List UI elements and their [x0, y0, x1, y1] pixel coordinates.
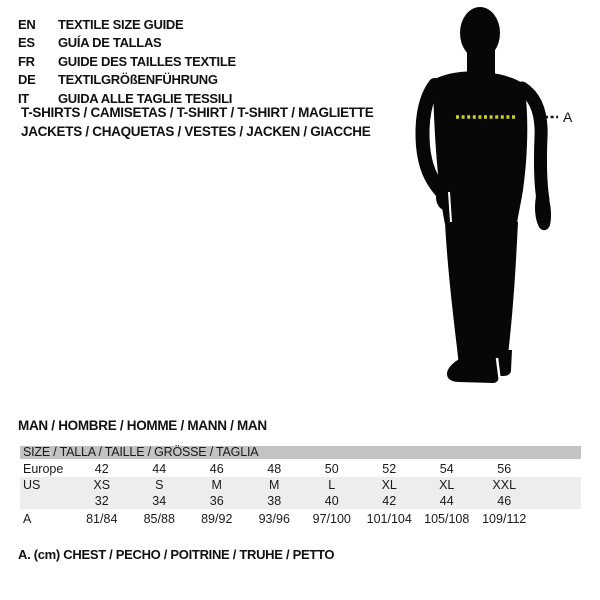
language-row: [18, 15, 236, 34]
size-table-header: SIZE / TALLA / TAILLE / GRÖSSE / TAGLIA: [20, 446, 581, 459]
language-label: GUIDA ALLE TAGLIE TESSILI: [58, 90, 233, 106]
size-cell: 44: [439, 494, 454, 508]
size-cell: 109/112: [482, 512, 527, 526]
size-cell: 42: [382, 494, 397, 508]
size-cell: M: [269, 478, 280, 492]
size-row-chest-cm: [20, 511, 581, 527]
category-line-tshirts: T-SHIRTS / CAMISETAS / T-SHIRT / T-SHIRT / MAGLIETTE: [21, 105, 374, 120]
size-cell: M: [211, 478, 222, 492]
measurement-label: A: [563, 109, 573, 125]
size-cell: XL: [381, 478, 397, 492]
size-cell: 48: [267, 462, 282, 476]
size-row-europe: [20, 461, 581, 477]
silhouette-neck: [467, 44, 495, 74]
silhouette-back-foot: [499, 350, 512, 376]
language-row: [18, 52, 236, 71]
size-cell: 101/104: [366, 512, 412, 526]
category-line-jackets: JACKETS / CHAQUETAS / VESTES / JACKEN / GIACCHE: [21, 124, 371, 139]
man-silhouette-svg: [395, 0, 600, 400]
man-figure: [395, 0, 600, 400]
size-cell: 54: [439, 462, 454, 476]
size-cell: 40: [324, 494, 339, 508]
size-cell: 34: [152, 494, 167, 508]
language-label: TEXTILE SIZE GUIDE: [58, 16, 184, 32]
size-cell: XXL: [492, 478, 517, 492]
row-label: US: [23, 478, 41, 492]
size-cell: 38: [267, 494, 282, 508]
gender-heading: MAN / HOMBRE / HOMME / MANN / MAN: [18, 418, 267, 433]
language-row: [18, 71, 236, 90]
size-cell: XS: [93, 478, 111, 492]
size-cell: 81/84: [86, 512, 118, 526]
language-code: DE: [18, 72, 36, 88]
category-list: [21, 105, 373, 143]
row-label: A: [23, 512, 32, 526]
language-row: [18, 34, 236, 53]
language-label: TEXTILGRÖßENFÜHRUNG: [58, 72, 218, 88]
size-cell: 105/108: [424, 512, 470, 526]
silhouette-left-hand: [436, 184, 454, 210]
silhouette-legs: [445, 222, 518, 366]
size-cell: 44: [152, 462, 167, 476]
size-cell: S: [155, 478, 164, 492]
size-cell: 89/92: [201, 512, 233, 526]
size-cell: 97/100: [312, 512, 351, 526]
size-cell: 42: [94, 462, 109, 476]
language-code: IT: [18, 90, 29, 106]
size-cell: 50: [324, 462, 339, 476]
size-row-us: [20, 477, 581, 493]
size-cell: 46: [497, 494, 512, 508]
language-list: [18, 15, 236, 108]
size-cell: L: [328, 478, 336, 492]
size-cell: XL: [439, 478, 455, 492]
language-label: GUIDE DES TAILLES TEXTILE: [58, 53, 236, 69]
language-label: GUÍA DE TALLAS: [58, 35, 162, 51]
size-cell: 46: [209, 462, 224, 476]
size-cell: 56: [497, 462, 512, 476]
size-table: [20, 446, 581, 527]
size-cell: 85/88: [143, 512, 175, 526]
language-code: FR: [18, 53, 35, 69]
man-silhouette: [423, 7, 552, 383]
row-label: Europe: [23, 462, 64, 476]
language-code: EN: [18, 16, 36, 32]
silhouette-front-foot: [447, 356, 499, 383]
size-cell: 52: [382, 462, 397, 476]
size-row-alt-numbers: [20, 493, 581, 509]
size-cell: 36: [209, 494, 224, 508]
language-code: ES: [18, 35, 35, 51]
measurement-note: A. (cm) CHEST / PECHO / POITRINE / TRUHE / PETTO: [18, 547, 335, 562]
size-cell: 32: [94, 494, 109, 508]
silhouette-right-hand: [535, 196, 551, 230]
size-cell: 93/96: [258, 512, 290, 526]
